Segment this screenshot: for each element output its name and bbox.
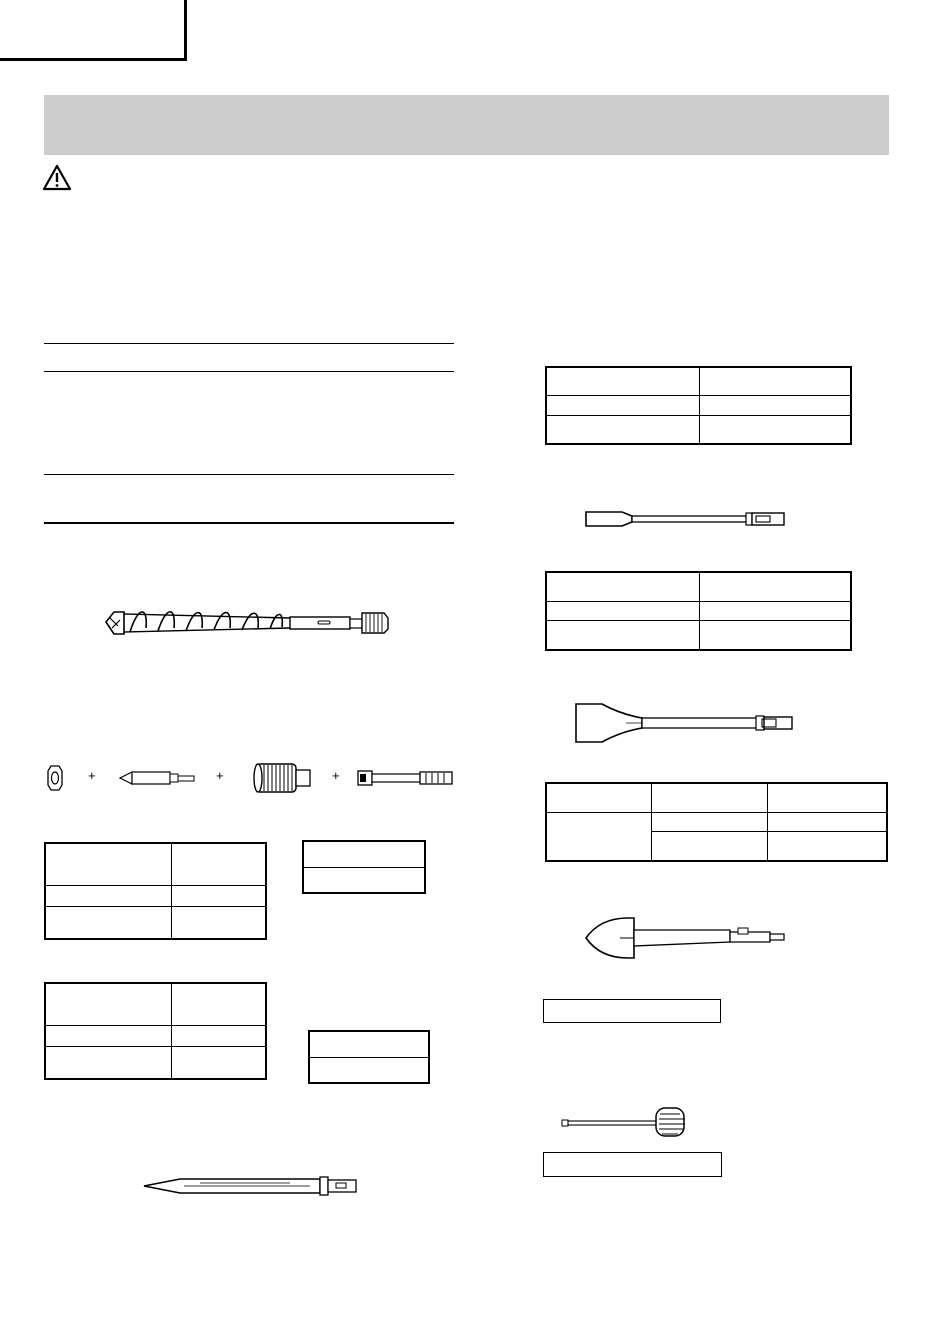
cutter-ring-icon [46, 763, 64, 793]
core-bit-table-2 [44, 982, 267, 1080]
shank-adapter-icon [356, 766, 456, 790]
scoop-chisel-icon [572, 700, 796, 746]
plus-sign-2: + [216, 768, 224, 783]
center-pin-icon [118, 768, 198, 788]
section-header-banner [44, 95, 889, 155]
plus-sign-3: + [332, 768, 340, 783]
core-bit-table-1 [44, 842, 267, 940]
spec-rule-3 [44, 474, 454, 475]
spiral-drill-bit-icon [100, 600, 392, 650]
bit-spec-table-2 [545, 571, 852, 651]
page-corner-tab [0, 0, 187, 61]
warning-triangle-icon [42, 164, 72, 192]
plus-sign-1: + [88, 768, 96, 783]
cold-chisel-icon [582, 506, 788, 532]
spec-rule-2 [44, 371, 454, 372]
clay-spade-icon [580, 912, 790, 962]
small-table-2 [308, 1030, 430, 1084]
label-box-1 [543, 999, 721, 1023]
core-bit-icon [250, 760, 316, 796]
tamper-icon [560, 1104, 690, 1140]
spec-rule-1 [44, 343, 454, 344]
bit-spec-table-1 [545, 366, 852, 445]
spec-rule-4 [44, 522, 454, 524]
small-table-1 [302, 840, 426, 894]
label-box-2 [543, 1152, 722, 1177]
bull-point-icon [140, 1172, 360, 1200]
bit-spec-table-3 [545, 782, 888, 862]
